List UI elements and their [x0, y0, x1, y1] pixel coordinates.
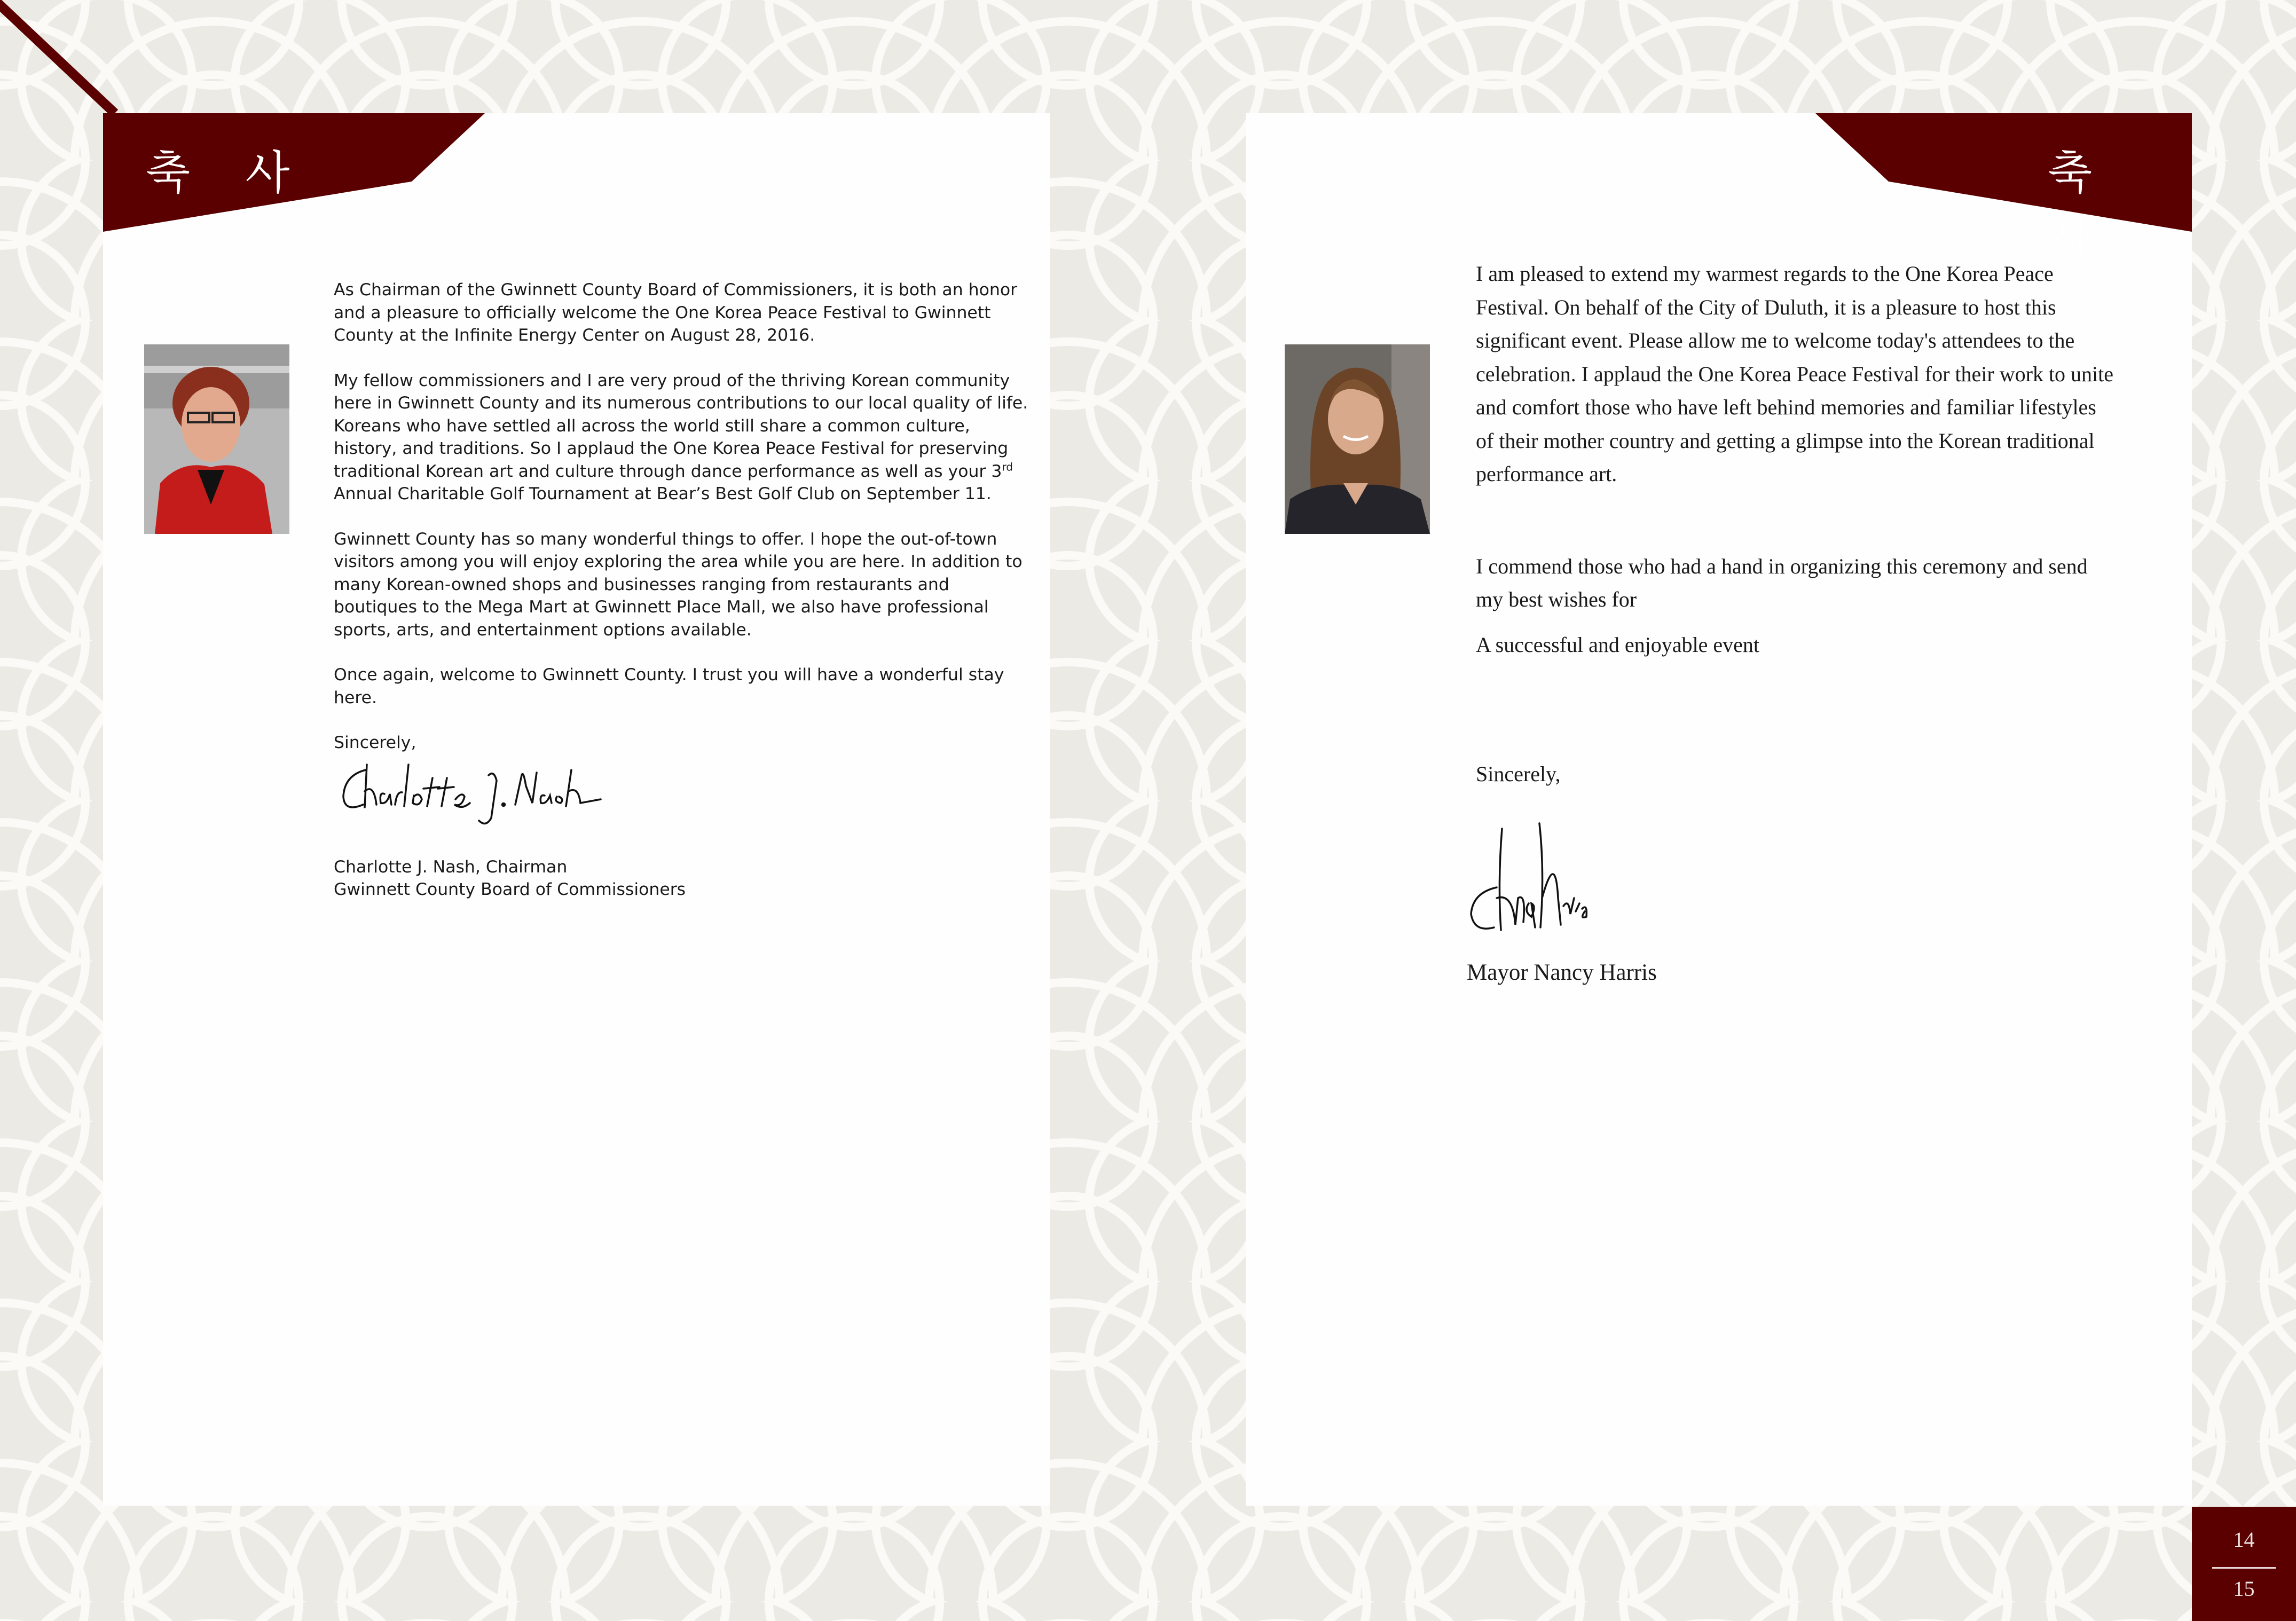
left-paragraph-1: As Chairman of the Gwinnett County Board of Commissioners, it is both an honor and a pleasure to officially welcome the One Korea Peace Festival to Gwinnett County at the Infinite Energy Center on August 28, 2016.: [334, 280, 1018, 345]
right-letter-body: [1476, 257, 2149, 791]
right-paragraph-1-line-7: performance art.: [1476, 462, 1617, 486]
right-paragraph-1-line-4: celebration. I applaud the One Korea Peace Festival for their work to unite: [1476, 361, 2114, 386]
signature-nancy-harris: [1465, 818, 1598, 946]
corner-diagonal-line: [0, 0, 128, 128]
right-paragraph-2-line-1: I commend those who had a hand in organizing this ceremony and send: [1476, 554, 2088, 578]
left-signer-block: [334, 856, 1033, 901]
left-title-banner: [103, 113, 485, 232]
page-number-box: [2192, 1507, 2296, 1621]
left-banner-title: 축 사: [146, 146, 310, 200]
signature-charlotte-nash: [334, 754, 611, 829]
left-paragraph-4: Once again, welcome to Gwinnett County. I trust you will have a wonderful stay here.: [334, 665, 1004, 707]
page-number-right: 15: [2233, 1577, 2255, 1601]
right-paragraph-1-line-2: Festival. On behalf of the City of Duluth, it is a pleasure to host this: [1476, 295, 2056, 319]
right-paragraph-2-line-2: my best wishes for: [1476, 587, 1637, 611]
left-closing: Sincerely,: [334, 733, 416, 752]
right-title-banner: [1815, 113, 2192, 266]
right-paragraph-1-line-5: and comfort those who have left behind memories and familiar lifestyles: [1476, 395, 2096, 419]
left-page: [103, 113, 1050, 1506]
left-paragraph-2: My fellow commissioners and I are very proud of the thriving Korean community here in Gwinnett County and its numerous contributions to our local quality of life. Koreans who have settled all across the world still share a common culture, history, and traditions. So I applaud the One Korea Peace Festival for preserving traditional Korean art and culture through dance performance as well as your 3rd Annual Charitable Golf Tournament at Bear’s Best Golf Club on September 11.: [334, 371, 1028, 503]
right-paragraph-1-line-1: I am pleased to extend my warmest regards to the One Korea Peace: [1476, 262, 2054, 286]
right-signer-name: Mayor Nancy Harris: [1467, 960, 1657, 985]
left-signer-org: Gwinnett County Board of Commissioners: [334, 880, 686, 899]
right-banner-title: 축 사: [2048, 146, 2113, 266]
page-number-left: 14: [2233, 1528, 2255, 1552]
left-signer-name: Charlotte J. Nash, Chairman: [334, 857, 568, 877]
page-number-divider: [2212, 1567, 2276, 1569]
left-paragraph-3: Gwinnett County has so many wonderful things to offer. I hope the out-of-town visitors among you will enjoy exploring the area while you are here. In addition to many Korean-owned shops and businesses ranging from restaurants and boutiques to the Mega Mart at Gwinnett Place Mall, we also have professional sports, arts, and entertainment options available.: [334, 529, 1023, 640]
right-paragraph-1-line-3: significant event. Please allow me to welcome today's attendees to the: [1476, 328, 2075, 352]
right-paragraph-1-line-6: of their mother country and getting a glimpse into the Korean traditional: [1476, 428, 2095, 453]
right-paragraph-3: A successful and enjoyable event: [1476, 632, 1759, 657]
right-closing: Sincerely,: [1476, 762, 1561, 786]
portrait-photo-charlotte-nash: [144, 344, 289, 534]
right-page: [1246, 113, 2192, 1506]
portrait-photo-nancy-harris: [1285, 344, 1430, 534]
